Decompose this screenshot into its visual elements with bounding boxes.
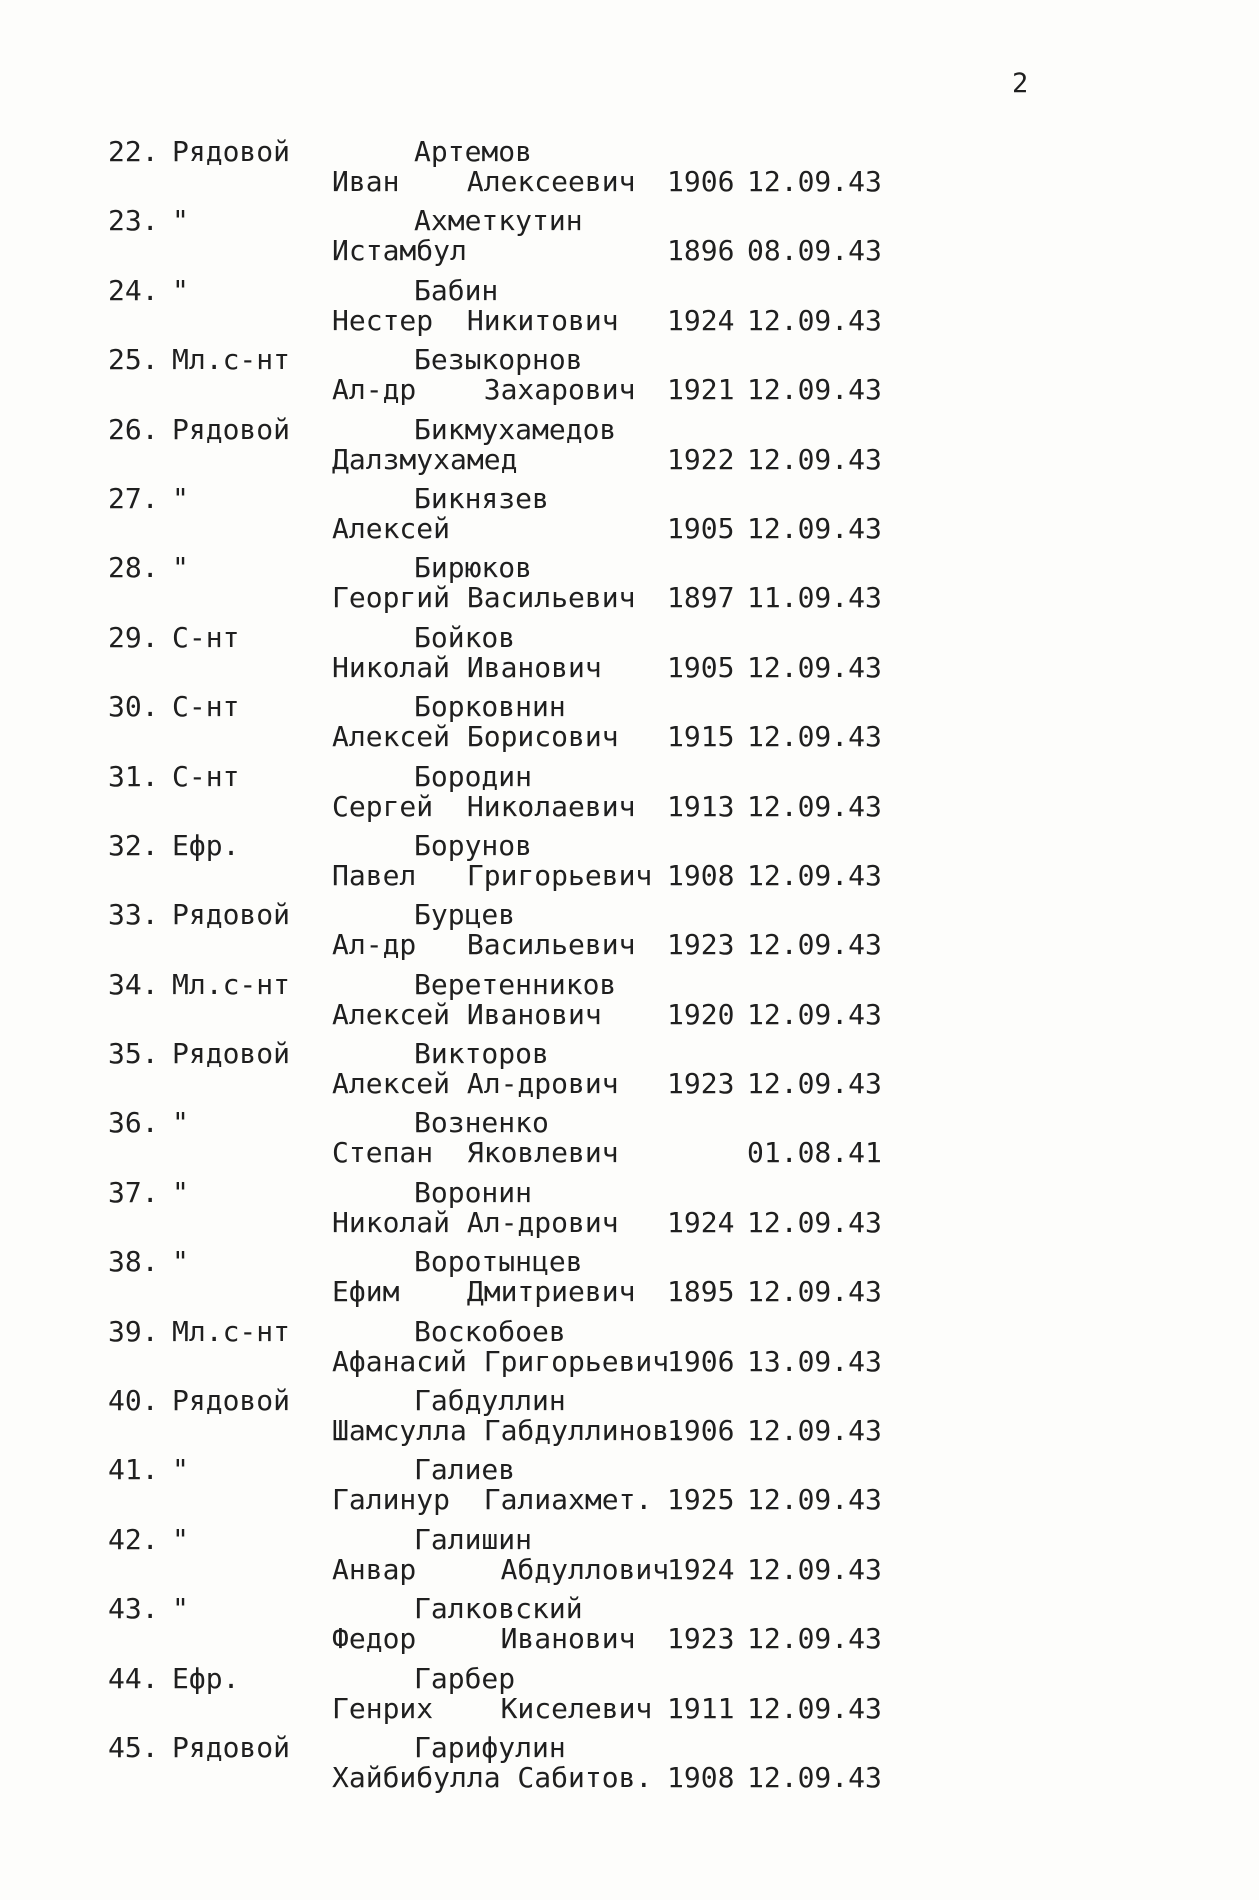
entry-given-name: Афанасий Григорьевич bbox=[332, 1344, 670, 1378]
entry-surname: Борунов bbox=[414, 828, 533, 862]
entry-number: 41. bbox=[108, 1453, 159, 1487]
list-item bbox=[0, 826, 1259, 895]
entry-date: 12.09.43 bbox=[747, 511, 882, 545]
list-item bbox=[0, 1034, 1259, 1103]
entry-date: 12.09.43 bbox=[747, 1275, 882, 1309]
entry-surname: Гарбер bbox=[414, 1661, 516, 1695]
entry-rank: " bbox=[172, 204, 189, 238]
entry-number: 29. bbox=[108, 620, 159, 654]
entry-birth-year: 1921 bbox=[667, 373, 735, 407]
entry-rank: Мл.с-нт bbox=[172, 343, 291, 377]
entry-birth-year: 1906 bbox=[667, 165, 735, 198]
entry-rank: Рядовой bbox=[172, 1037, 291, 1071]
entry-birth-year: 1923 bbox=[667, 1067, 735, 1101]
entry-number: 40. bbox=[108, 1384, 159, 1418]
entry-surname: Возненко bbox=[414, 1106, 549, 1140]
entry-number: 25. bbox=[108, 343, 159, 377]
entry-date: 12.09.43 bbox=[747, 303, 882, 337]
list-item bbox=[0, 132, 1259, 201]
entry-rank: Рядовой bbox=[172, 1730, 291, 1764]
entry-surname: Викторов bbox=[414, 1037, 549, 1071]
entry-birth-year: 1923 bbox=[667, 928, 735, 962]
entry-date: 12.09.43 bbox=[747, 928, 882, 962]
entry-given-name: Истамбул bbox=[332, 234, 467, 268]
entry-given-name: Сергей Николаевич bbox=[332, 789, 636, 823]
entry-surname: Воротынцев bbox=[414, 1245, 583, 1279]
list-item bbox=[0, 1381, 1259, 1450]
entry-given-name: Павел Григорьевич bbox=[332, 858, 653, 892]
list-item bbox=[0, 1312, 1259, 1381]
entry-number: 24. bbox=[108, 273, 159, 307]
entry-birth-year: 1905 bbox=[667, 511, 735, 545]
entry-number: 42. bbox=[108, 1522, 159, 1556]
entry-date: 12.09.43 bbox=[747, 1414, 882, 1448]
entry-rank: Рядовой bbox=[172, 1384, 291, 1418]
entry-given-name: Хайбибулла Сабитов. bbox=[332, 1760, 653, 1794]
list-item bbox=[0, 757, 1259, 826]
entry-surname: Бабин bbox=[414, 273, 499, 307]
entry-number: 22. bbox=[108, 135, 159, 168]
entry-number: 38. bbox=[108, 1245, 159, 1279]
entry-given-name: Алексей Иванович bbox=[332, 997, 602, 1031]
entry-given-name: Генрих Киселевич bbox=[332, 1691, 653, 1725]
entry-surname: Галишин bbox=[414, 1522, 533, 1556]
entry-number: 31. bbox=[108, 759, 159, 793]
entry-birth-year: 1913 bbox=[667, 789, 735, 823]
entry-given-name: Далзмухамед bbox=[332, 442, 518, 476]
entry-rank: Рядовой bbox=[172, 412, 291, 446]
entry-date: 12.09.43 bbox=[747, 650, 882, 684]
entry-birth-year: 1923 bbox=[667, 1622, 735, 1656]
entry-date: 12.09.43 bbox=[747, 1483, 882, 1517]
entry-birth-year: 1906 bbox=[667, 1344, 735, 1378]
entry-number: 27. bbox=[108, 481, 159, 515]
entry-birth-year: 1925 bbox=[667, 1483, 735, 1517]
list-item bbox=[0, 410, 1259, 479]
entry-birth-year: 1905 bbox=[667, 650, 735, 684]
entry-date: 12.09.43 bbox=[747, 1760, 882, 1794]
entry-number: 26. bbox=[108, 412, 159, 446]
list-item bbox=[0, 895, 1259, 964]
entry-birth-year: 1896 bbox=[667, 234, 735, 268]
entry-date: 12.09.43 bbox=[747, 1205, 882, 1239]
list-item bbox=[0, 965, 1259, 1034]
entry-date: 12.09.43 bbox=[747, 789, 882, 823]
entry-surname: Бирюков bbox=[414, 551, 533, 585]
entry-given-name: Алексей Ал-дрович bbox=[332, 1067, 619, 1101]
entry-given-name: Степан Яковлевич bbox=[332, 1136, 619, 1170]
entry-rank: Рядовой bbox=[172, 135, 291, 168]
page-number: 2 bbox=[1012, 68, 1030, 99]
entry-number: 30. bbox=[108, 690, 159, 724]
entry-surname: Гарифулин bbox=[414, 1730, 566, 1764]
entry-surname: Галиев bbox=[414, 1453, 516, 1487]
list-item bbox=[0, 1103, 1259, 1172]
entry-rank: Ефр. bbox=[172, 828, 240, 862]
entry-number: 34. bbox=[108, 967, 159, 1001]
entry-rank: Рядовой bbox=[172, 898, 291, 932]
entry-birth-year: 1897 bbox=[667, 581, 735, 615]
entry-date: 12.09.43 bbox=[747, 1622, 882, 1656]
entry-birth-year: 1922 bbox=[667, 442, 735, 476]
entry-surname: Воронин bbox=[414, 1175, 533, 1209]
entry-birth-year: 1924 bbox=[667, 1205, 735, 1239]
entry-surname: Ахметкутин bbox=[414, 204, 583, 238]
entry-number: 44. bbox=[108, 1661, 159, 1695]
entry-date: 12.09.43 bbox=[747, 165, 882, 198]
entry-date: 12.09.43 bbox=[747, 442, 882, 476]
entry-rank: Ефр. bbox=[172, 1661, 240, 1695]
entry-given-name: Ефим Дмитриевич bbox=[332, 1275, 636, 1309]
entry-surname: Бойков bbox=[414, 620, 516, 654]
entry-birth-year: 1924 bbox=[667, 1552, 735, 1586]
entry-date: 12.09.43 bbox=[747, 1691, 882, 1725]
entry-surname: Бурцев bbox=[414, 898, 516, 932]
entry-rank: С-нт bbox=[172, 620, 240, 654]
entry-rank: " bbox=[172, 1453, 189, 1487]
entry-birth-year: 1915 bbox=[667, 720, 735, 754]
entry-rank: " bbox=[172, 551, 189, 585]
entry-birth-year: 1895 bbox=[667, 1275, 735, 1309]
list-item bbox=[0, 548, 1259, 617]
entry-date: 01.08.41 bbox=[747, 1136, 882, 1170]
entry-rank: " bbox=[172, 481, 189, 515]
entry-given-name: Алексей bbox=[332, 511, 451, 545]
entry-number: 28. bbox=[108, 551, 159, 585]
entry-rank: Мл.с-нт bbox=[172, 967, 291, 1001]
entry-birth-year: 1908 bbox=[667, 858, 735, 892]
list-item bbox=[0, 340, 1259, 409]
entry-surname: Габдуллин bbox=[414, 1384, 566, 1418]
entry-surname: Бикмухамедов bbox=[414, 412, 617, 446]
entry-date: 08.09.43 bbox=[747, 234, 882, 268]
entry-rank: " bbox=[172, 1592, 189, 1626]
entry-date: 11.09.43 bbox=[747, 581, 882, 615]
list-item bbox=[0, 271, 1259, 340]
list-item bbox=[0, 1728, 1259, 1797]
entry-given-name: Федор Иванович bbox=[332, 1622, 636, 1656]
list-item bbox=[0, 1520, 1259, 1589]
entry-rank: " bbox=[172, 1522, 189, 1556]
entry-surname: Борковнин bbox=[414, 690, 566, 724]
entry-number: 39. bbox=[108, 1314, 159, 1348]
list-item bbox=[0, 1242, 1259, 1311]
entry-rank: С-нт bbox=[172, 690, 240, 724]
entry-given-name: Николай Иванович bbox=[332, 650, 602, 684]
list-item bbox=[0, 687, 1259, 756]
entry-surname: Бикнязев bbox=[414, 481, 549, 515]
entry-rank: " bbox=[172, 1245, 189, 1279]
entry-rank: С-нт bbox=[172, 759, 240, 793]
entry-date: 12.09.43 bbox=[747, 720, 882, 754]
casualty-list bbox=[0, 132, 1259, 1797]
entry-given-name: Иван Алексеевич bbox=[332, 165, 636, 198]
entry-birth-year: 1906 bbox=[667, 1414, 735, 1448]
entry-number: 37. bbox=[108, 1175, 159, 1209]
entry-surname: Воскобоев bbox=[414, 1314, 566, 1348]
entry-birth-year: 1908 bbox=[667, 1760, 735, 1794]
entry-number: 23. bbox=[108, 204, 159, 238]
entry-given-name: Алексей Борисович bbox=[332, 720, 619, 754]
entry-given-name: Николай Ал-дрович bbox=[332, 1205, 619, 1239]
entry-birth-year: 1920 bbox=[667, 997, 735, 1031]
entry-surname: Безыкорнов bbox=[414, 343, 583, 377]
entry-date: 12.09.43 bbox=[747, 1552, 882, 1586]
entry-given-name: Галинур Галиахмет. bbox=[332, 1483, 653, 1517]
entry-given-name: Ал-др Захарович bbox=[332, 373, 636, 407]
entry-rank: Мл.с-нт bbox=[172, 1314, 291, 1348]
entry-given-name: Нестер Никитович bbox=[332, 303, 619, 337]
list-item bbox=[0, 1659, 1259, 1728]
entry-given-name: Анвар Абдуллович bbox=[332, 1552, 670, 1586]
entry-rank: " bbox=[172, 1106, 189, 1140]
entry-number: 45. bbox=[108, 1730, 159, 1764]
entry-rank: " bbox=[172, 1175, 189, 1209]
entry-given-name: Георгий Васильевич bbox=[332, 581, 636, 615]
entry-rank: " bbox=[172, 273, 189, 307]
entry-number: 32. bbox=[108, 828, 159, 862]
list-item bbox=[0, 1589, 1259, 1658]
list-item bbox=[0, 479, 1259, 548]
entry-given-name: Шамсулла Габдуллинов. bbox=[332, 1414, 687, 1448]
list-item bbox=[0, 1450, 1259, 1519]
entry-number: 43. bbox=[108, 1592, 159, 1626]
list-item bbox=[0, 201, 1259, 270]
entry-surname: Галковский bbox=[414, 1592, 583, 1626]
entry-date: 12.09.43 bbox=[747, 373, 882, 407]
entry-date: 13.09.43 bbox=[747, 1344, 882, 1378]
entry-number: 36. bbox=[108, 1106, 159, 1140]
list-item bbox=[0, 618, 1259, 687]
entry-surname: Веретенников bbox=[414, 967, 617, 1001]
entry-date: 12.09.43 bbox=[747, 997, 882, 1031]
entry-number: 33. bbox=[108, 898, 159, 932]
entry-date: 12.09.43 bbox=[747, 1067, 882, 1101]
entry-surname: Бородин bbox=[414, 759, 533, 793]
entry-given-name: Ал-др Васильевич bbox=[332, 928, 636, 962]
entry-number: 35. bbox=[108, 1037, 159, 1071]
entry-date: 12.09.43 bbox=[747, 858, 882, 892]
entry-surname: Артемов bbox=[414, 135, 533, 168]
entry-birth-year: 1924 bbox=[667, 303, 735, 337]
entry-birth-year: 1911 bbox=[667, 1691, 735, 1725]
list-item bbox=[0, 1173, 1259, 1242]
